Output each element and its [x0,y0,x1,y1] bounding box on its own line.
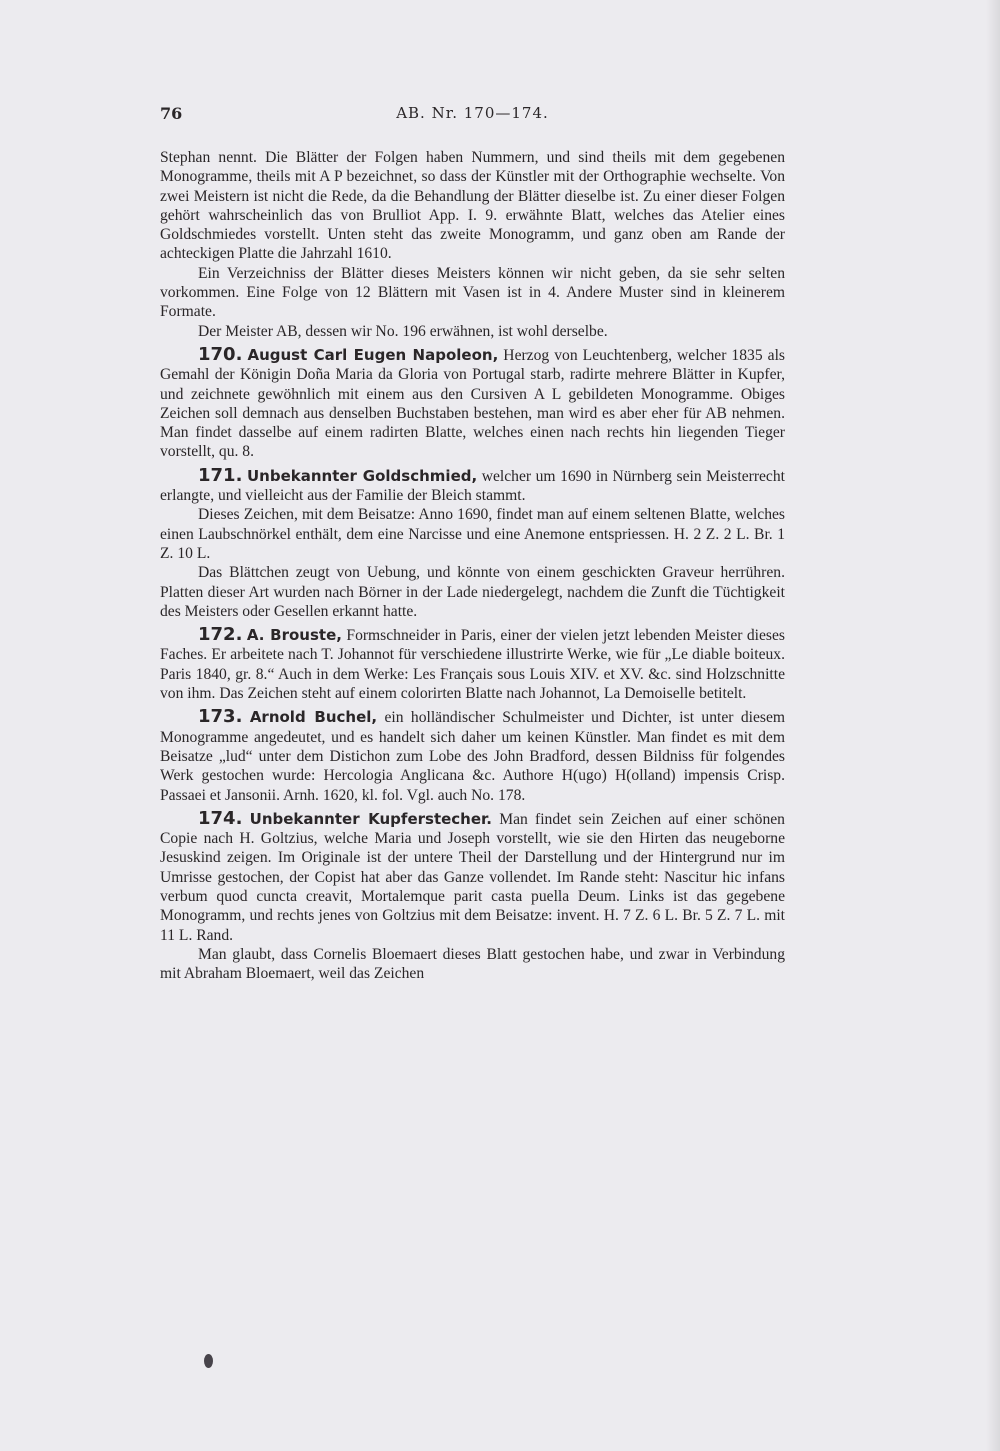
entry-head [160,345,785,462]
entry-head [160,809,785,945]
entry-text: ein holländischer Schulmeister und Dichter, ist unter diesem Monogramme angedeutet, und es handelt sich daher um keinen Künstler. Man findet es mit dem Beisatze „lud“ unter dem Distichon zum Lobe des John Bradford, dessen Bildniss für folgendes Werk gestochen wurde: Hercologia Anglicana &c. Authore H(ugo) H(olland) impensis Crisp. Passaei et Jansonii. Arnh. 1620, kl. fol. Vgl. auch No. 178. [160,709,785,804]
ink-spot [204,1354,213,1368]
entry-number: 170. [198,343,243,365]
intro-paragraph-3: Der Meister AB, dessen wir No. 196 erwähnen, ist wohl derselbe. [198,322,608,340]
entry-172 [160,625,785,703]
page-edge-shadow [986,0,1000,1451]
entry-head [160,466,785,506]
entry-name: August Carl Eugen Napoleon, [247,345,499,364]
entry-number: 174. [198,807,243,829]
entry-number: 172. [198,624,243,646]
running-head: AB. Nr. 170—174. [396,104,549,122]
entry-name: A. Brouste, [246,626,342,645]
entry-head [160,707,785,804]
entry-paragraph: Dieses Zeichen, mit dem Beisatze: Anno 1690, findet man auf einem seltenen Blatte, welches einen Laubschnörkel enthält, dem eine Narcisse und eine Anemone entspriessen. H. 2 Z. 2 L. Br. 1 Z. 10 L. [160,506,785,562]
page-number: 76 [160,104,183,123]
entry-number: 173. [198,706,243,728]
entry-174 [160,809,785,984]
entry-171 [160,466,785,621]
entry-paragraph: Das Blättchen zeugt von Uebung, und könnte von einem geschickten Graveur herrühren. Platten dieser Art wurden nach Börner in der Lade niedergelegt, nachdem die Zunft die Tüchtigkeit des Meisters oder Gesellen erkannt hatte. [160,564,785,620]
entry-text: Man findet sein Zeichen auf einer schönen Copie nach H. Goltzius, welche Maria und Joseph vorstellt, wie sie den Hirten das neugeborne Jesuskind zeigen. Im Originale ist der untere Theil der Darstellung und der Hintergrund nur im Umrisse gestochen, der Copist hat aber das Ganze vollendet. Im Rande steht: Nascitur hic infans verbum quod cuncta creavit, Mortalemque parit casta puella Deum. Links ist das gegebene Monogramm, und rechts jenes von Goltzius mit dem Beisatze: invent. H. 7 Z. 6 L. Br. 5 Z. 7 L. mit 11 L. Rand. [160,810,785,944]
intro-paragraph-2: Ein Verzeichniss der Blätter dieses Meisters können wir nicht geben, da sie sehr selten vorkommen. Eine Folge von 12 Blättern mit Vasen ist in 4. Andere Muster sind in kleinerem Formate. [160,264,785,321]
body-text [160,148,785,983]
entry-text: welcher um 1690 in Nürnberg sein Meisterrecht erlangte, und vielleicht aus der Familie der Bleich stammt. [160,467,785,505]
intro-paragraph-1: Stephan nennt. Die Blätter der Folgen haben Nummern, und sind theils mit dem gegebenen Monogramme, theils mit A P bezeichnet, so dass der Künstler mit der Orthographie wechselte. Von zwei Meistern ist nicht die Rede, da die Behandlung der Blätter dieselbe ist. Zu einer dieser Folgen gehört wahrscheinlich das von Brulliot App. I. 9. erwähnte Blatt, welches das Atelier eines Goldschmiedes vorstellt. Unten steht das zweite Monogramm, und ganz oben am Rande der achteckigen Platte die Jahrzahl 1610. [160,149,785,263]
entry-head [160,625,785,703]
entry-text: Herzog von Leuchtenberg, welcher 1835 als Gemahl der Königin Doña Maria da Gloria von Portugal starb, radirte mehrere Blätter in Kupfer, und zeichnete gewöhnlich mit einem aus den Cursiven A L gebildeten Monogramme. Obiges Zeichen soll demnach aus denselben Buchstaben bestehen, man wird es aber eher für AB nehmen. Man findet dasselbe auf einem radirten Blatte, welches einen nach rechts hin liegenden Tieger vorstellt, qu. 8. [160,346,785,461]
entry-number: 171. [198,464,243,486]
entry-170 [160,345,785,462]
entry-paragraph: Man glaubt, dass Cornelis Bloemaert dieses Blatt gestochen habe, und zwar in Verbindung mit Abraham Bloemaert, weil das Zeichen [160,945,785,983]
page-header [160,104,785,128]
entry-name: Unbekannter Goldschmied, [246,466,478,485]
entry-text: Formschneider in Paris, einer der vielen jetzt lebenden Meister dieses Faches. Er arbeitete nach T. Johannot für verschiedene illustrirte Werke, wie für „Le diable boiteux. Paris 1840, gr. 8.“ Auch in dem Werke: Les Français sous Louis XIV. et XV. &c. sind Holzschnitte von ihm. Das Zeichen steht auf einem colorirten Blatte nach Johannot, La Demoiselle betitelt. [160,627,785,703]
entry-173 [160,707,785,804]
entry-name: Unbekannter Kupferstecher. [249,809,492,828]
entry-name: Arnold Buchel, [249,708,378,727]
